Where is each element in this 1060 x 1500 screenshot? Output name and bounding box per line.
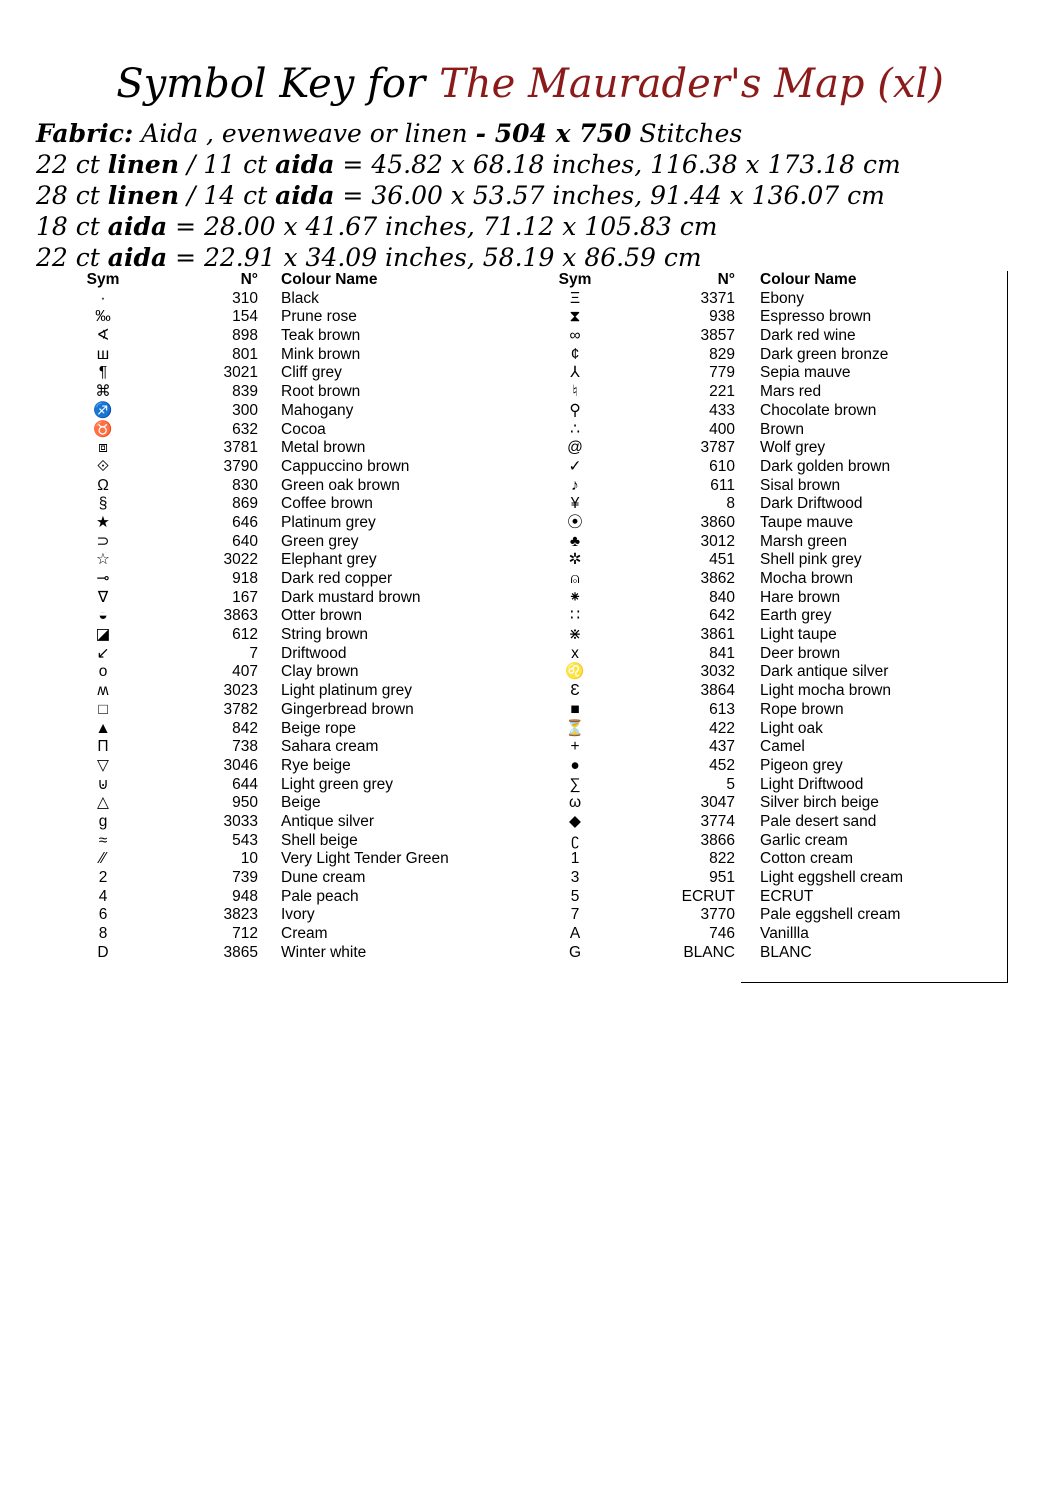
symbol-cell: ★ [96,513,110,531]
table-row [0,607,1060,626]
dmc-number-cell: 3046 [223,756,258,774]
dmc-number-cell: 3790 [223,457,258,475]
dmc-number-cell: 869 [232,495,258,513]
dmc-number-cell: 738 [232,738,258,756]
dmc-number-cell: 310 [232,289,258,307]
table-row [0,402,1060,421]
colour-name-cell: Dune cream [281,869,366,886]
colour-name-cell: Metal brown [281,439,366,457]
colour-name-cell: Chocolate brown [760,401,877,419]
table-header [0,271,1060,290]
table-row [0,682,1060,701]
dmc-number-cell: 3781 [223,439,258,457]
fabric-word: aida [107,212,168,241]
colour-name-cell: Dark antique silver [760,663,889,681]
symbol-cell: ∇ [97,588,109,606]
dmc-number-cell: 642 [709,607,735,625]
table-row [0,458,1060,477]
colour-name-cell: Otter brown [281,607,362,625]
dmc-number-cell: 829 [709,345,735,363]
symbol-cell: □ [98,700,108,718]
table-border-bottom [741,982,1008,983]
colour-name-cell: Light Driftwood [760,775,864,793]
page-title [0,58,1060,110]
dmc-number-cell: 3823 [223,906,258,924]
fabric-label: Fabric: [36,119,134,148]
symbol-cell: @ [567,439,583,457]
dmc-number-cell: 610 [709,457,735,475]
symbol-cell: o [98,663,108,681]
symbol-cell: ¶ [98,364,108,382]
symbol-cell: ♐ [93,401,113,419]
colour-name-cell: Sahara cream [281,738,379,756]
symbol-cell: ⅄ [570,364,580,382]
dmc-number-cell: 779 [709,364,735,382]
dmc-number-cell: 646 [232,513,258,531]
dmc-number-cell: 842 [232,719,258,737]
symbol-cell: ♮ [572,383,578,401]
colour-name-header: Colour Name [281,271,378,288]
symbol-cell: ⧗ [569,308,581,326]
dmc-number-cell: 3770 [700,906,735,924]
symbol-cell: ∷ [570,607,580,625]
colour-name-cell: Wolf grey [760,439,826,457]
count-text: 18 ct [36,212,108,241]
colour-name-cell: BLANC [760,943,812,961]
colour-name-cell: Cream [281,925,328,943]
table-row [0,589,1060,608]
colour-name-cell: Hare brown [760,588,841,606]
table-row [0,327,1060,346]
colour-name-cell: Pale eggshell cream [760,906,901,924]
table-row [0,701,1060,720]
colour-name-cell: Dark green bronze [760,345,889,363]
stitch-count: - 504 x 750 [475,119,632,148]
fabric-info [36,118,1036,273]
colour-name-cell: Light green grey [281,775,394,793]
table-row [0,794,1060,813]
dmc-number-cell: 3047 [700,794,735,812]
dmc-number-cell: 938 [709,308,735,326]
colour-name-cell: Elephant grey [281,551,377,569]
table-row [0,364,1060,383]
dmc-number-cell: 801 [232,345,258,363]
symbol-cell: ▲ [95,719,111,737]
dmc-number-cell: BLANC [683,943,735,961]
dmc-number-cell: 840 [709,588,735,606]
dmc-number-cell: 830 [232,476,258,494]
table-row [0,533,1060,552]
symbol-cell: 8 [98,925,108,943]
dmc-number-cell: 3032 [700,663,735,681]
dmc-number-cell: 400 [709,420,735,438]
colour-name-cell: Mars red [760,383,822,401]
symbol-cell: ↙ [96,644,110,662]
table-row [0,850,1060,869]
dmc-number-cell: 3863 [223,607,258,625]
table-row [0,925,1060,944]
dmc-number-cell: 3862 [700,570,735,587]
dmc-number-cell: 739 [232,869,258,886]
symbol-cell: 6 [98,906,108,924]
dmc-number-cell: 3787 [700,439,735,457]
symbol-cell: ● [570,756,580,774]
table-row [0,346,1060,365]
symbol-cell: ∑ [569,775,581,793]
dmc-number-cell: 948 [232,887,258,905]
table-row [0,869,1060,888]
sym-header: Sym [86,271,120,288]
dmc-number-cell: 746 [709,925,735,943]
symbol-cell: ʗ [571,831,579,849]
table-border-right [1007,271,1008,983]
symbol-cell: △ [97,794,109,812]
symbol-cell: ◒ [98,607,108,625]
symbol-cell: 2 [98,869,108,886]
fabric-word: linen [107,181,180,210]
dmc-number-cell: 452 [709,756,735,774]
colour-name-cell: Garlic cream [760,831,848,849]
dmc-number-cell: 3022 [223,551,258,569]
colour-name-cell: Mink brown [281,345,361,363]
colour-name-cell: Mocha brown [760,570,854,587]
symbol-cell: ■ [570,700,580,718]
table-row [0,477,1060,496]
symbol-cell: ▽ [97,756,109,774]
dmc-number-cell: 154 [232,308,258,326]
colour-name-cell: Cotton cream [760,850,854,868]
dmc-number-cell: 640 [232,532,258,550]
colour-name-cell: Vanillla [760,925,809,943]
colour-name-cell: Teak brown [281,327,361,345]
colour-name-cell: Green oak brown [281,476,400,494]
colour-name-cell: Pigeon grey [760,756,843,774]
colour-name-cell: Clay brown [281,663,359,681]
dmc-number-cell: 3033 [223,812,258,830]
colour-name-cell: Light eggshell cream [760,869,904,886]
colour-name-cell: Shell pink grey [760,551,862,569]
colour-name-cell: ECRUT [760,887,814,905]
colour-name-cell: Taupe mauve [760,513,854,531]
colour-name-cell: Coffee brown [281,495,373,513]
colour-name-cell: Beige rope [281,719,356,737]
colour-name-cell: Cappuccino brown [281,457,410,475]
dmc-number-cell: 8 [726,495,735,513]
colour-name-cell: Antique silver [281,812,375,830]
symbol-cell: ⋇ [568,626,582,644]
symbol-cell: ⊸ [96,570,110,587]
fabric-word: aida [275,181,335,210]
symbol-cell: 1 [570,850,580,868]
table-row [0,832,1060,851]
colour-name-cell: Sisal brown [760,476,841,494]
colour-name-cell: Brown [760,420,804,438]
symbol-key-right [0,271,1060,962]
colour-name-cell: Platinum grey [281,513,376,531]
count-text: 22 ct [36,243,108,272]
symbol-cell: ✲ [568,551,582,569]
dmc-number-cell: 221 [709,383,735,401]
dmc-number-cell: 3860 [700,513,735,531]
colour-name-cell: Ivory [281,906,315,924]
dmc-number-cell: 3021 [223,364,258,382]
symbol-cell: ⚲ [569,401,581,419]
dmc-number-cell: 712 [232,925,258,943]
colour-name-cell: Root brown [281,383,361,401]
symbol-cell: ⊍ [97,775,109,793]
colour-name-cell: Sepia mauve [760,364,851,382]
title-pattern-name: The Maurader's Map (xl) [439,61,944,107]
number-header: N° [717,271,735,288]
symbol-cell: D [97,943,109,961]
table-row [0,383,1060,402]
colour-name-cell: Deer brown [760,644,841,662]
symbol-cell: · [100,289,106,307]
table-row [0,626,1060,645]
symbol-cell: ш [96,345,110,363]
dmc-number-cell: 3864 [700,682,735,700]
symbol-cell: ⌘ [95,383,111,401]
symbol-cell: + [570,738,580,756]
colour-name-cell: String brown [281,626,369,644]
colour-name-cell: Prune rose [281,308,357,326]
size-line [36,211,1036,242]
table-row [0,570,1060,589]
colour-name-cell: Silver birch beige [760,794,879,812]
symbol-cell: 7 [570,906,580,924]
colour-name-cell: Marsh green [760,532,848,550]
symbol-cell: Ξ [569,289,581,307]
table-row [0,290,1060,309]
colour-name-cell: Espresso brown [760,308,872,326]
symbol-cell: ω [568,794,582,812]
dmc-number-cell: 898 [232,327,258,345]
number-header: N° [240,271,258,288]
dmc-number-cell: 3012 [700,532,735,550]
symbol-cell: ☆ [96,551,110,569]
colour-name-cell: Dark golden brown [760,457,891,475]
colour-name-cell: Mahogany [281,401,354,419]
dmc-number-cell: 3865 [223,943,258,961]
symbol-cell: ⟐ [96,457,110,475]
symbol-cell: ♪ [571,476,579,494]
symbol-cell: ⊃ [96,532,110,550]
dmc-number-cell: 3857 [700,327,735,345]
dmc-number-cell: 950 [232,794,258,812]
fabric-types: Aida , evenweave or linen [133,119,476,148]
table-row [0,514,1060,533]
dmc-number-cell: 451 [709,551,735,569]
dmc-number-cell: 433 [709,401,735,419]
symbol-cell: 5 [570,887,580,905]
colour-name-cell: Beige [281,794,321,812]
colour-name-cell: Dark Driftwood [760,495,863,513]
colour-name-cell: Cliff grey [281,364,342,382]
symbol-cell: 4 [98,887,108,905]
symbol-cell: Ɛ [570,682,580,700]
colour-name-cell: Light mocha brown [760,682,891,700]
symbol-cell: A [569,925,581,943]
colour-name-cell: Ebony [760,289,804,307]
dmc-number-cell: 3866 [700,831,735,849]
symbol-cell: Π [97,738,109,756]
colour-name-cell: Dark red wine [760,327,856,345]
colour-name-cell: Driftwood [281,644,347,662]
symbol-cell: Ω [97,476,109,494]
dmc-number-cell: 300 [232,401,258,419]
dmc-number-cell: 167 [232,588,258,606]
symbol-cell: ∞ [569,327,581,345]
symbol-cell: ¥ [570,495,580,513]
count-text: 28 ct [36,181,108,210]
symbol-cell: ◆ [569,812,581,830]
symbol-cell: ⁕ [568,588,582,606]
table-row [0,551,1060,570]
table-row [0,738,1060,757]
colour-name-cell: Light oak [760,719,823,737]
colour-name-header: Colour Name [760,271,857,288]
colour-name-cell: Winter white [281,943,367,961]
colour-name-cell: Light platinum grey [281,682,412,700]
symbol-cell: ◪ [95,626,111,644]
table-row [0,776,1060,795]
colour-name-cell: Rope brown [760,700,844,718]
table-row [0,906,1060,925]
fabric-line [36,118,1036,149]
symbol-cell: ∴ [570,420,580,438]
dmc-number-cell: 3861 [700,626,735,644]
symbol-cell: ⏳ [565,719,585,737]
dmc-number-cell: 612 [232,626,258,644]
symbol-cell: ⁄⁄ [100,850,106,868]
dmc-number-cell: 841 [709,644,735,662]
table-row [0,757,1060,776]
count-text: 22 ct [36,150,108,179]
colour-name-cell: Dark red copper [281,570,393,587]
dmc-number-cell: 422 [709,719,735,737]
symbol-cell: ≈ [98,831,108,849]
dmc-number-cell: 543 [232,831,258,849]
size-text: = 22.91 x 34.09 inches, 58.19 x 86.59 cm [167,243,702,272]
colour-name-cell: Earth grey [760,607,832,625]
size-text: = 45.82 x 68.18 inches, 116.38 x 173.18 cm [334,150,901,179]
size-text: = 28.00 x 41.67 inches, 71.12 x 105.83 cm [167,212,718,241]
symbol-cell: ʍ [97,682,109,700]
dmc-number-cell: 3774 [700,812,735,830]
symbol-cell: g [98,812,108,830]
table-row [0,944,1060,963]
dmc-number-cell: 437 [709,738,735,756]
colour-name-cell: Green grey [281,532,359,550]
symbol-cell: ♉ [93,420,113,438]
table-row [0,645,1060,664]
colour-name-cell: Camel [760,738,805,756]
colour-name-cell: Pale desert sand [760,812,877,830]
table-row [0,439,1060,458]
dmc-number-cell: 632 [232,420,258,438]
count-text: / 11 ct [179,150,276,179]
dmc-number-cell: 10 [240,850,258,868]
table-row [0,813,1060,832]
symbol-cell: ∢ [96,327,110,345]
dmc-number-cell: ECRUT [681,887,735,905]
symbol-cell: ‰ [95,308,111,326]
symbol-cell: ⍝ [570,570,580,587]
colour-name-cell: Dark mustard brown [281,588,421,606]
symbol-cell: ⦿ [567,513,583,531]
dmc-number-cell: 611 [710,476,735,494]
size-line [36,180,1036,211]
dmc-number-cell: 918 [232,570,258,587]
dmc-number-cell: 613 [709,700,735,718]
table-row [0,720,1060,739]
colour-name-cell: Black [281,289,319,307]
table-row [0,421,1060,440]
symbol-cell: ¢ [570,345,580,363]
table-row [0,495,1060,514]
symbol-cell: G [568,943,582,961]
table-row [0,308,1060,327]
symbol-cell: x [571,644,579,662]
size-line [36,149,1036,180]
dmc-number-cell: 7 [249,644,258,662]
colour-name-cell: Light taupe [760,626,837,644]
dmc-number-cell: 407 [232,663,258,681]
symbol-cell: ✓ [568,457,582,475]
colour-name-cell: Cocoa [281,420,326,438]
dmc-number-cell: 3371 [700,289,735,307]
fabric-word: aida [275,150,335,179]
dmc-number-cell: 5 [726,775,735,793]
title-prefix: Symbol Key for [116,61,426,107]
symbol-cell: ♌ [565,663,585,681]
dmc-number-cell: 822 [709,850,735,868]
dmc-number-cell: 3023 [223,682,258,700]
sym-header: Sym [558,271,592,288]
colour-name-cell: Pale peach [281,887,359,905]
symbol-cell: ♣ [569,532,581,550]
stitches-word: Stitches [631,119,743,148]
colour-name-cell: Gingerbread brown [281,700,414,718]
colour-name-cell: Very Light Tender Green [281,850,449,868]
dmc-number-cell: 839 [232,383,258,401]
colour-name-cell: Rye beige [281,756,351,774]
table-row [0,663,1060,682]
fabric-word: linen [107,150,180,179]
size-text: = 36.00 x 53.57 inches, 91.44 x 136.07 cm [334,181,885,210]
dmc-number-cell: 3782 [223,700,258,718]
table-row [0,888,1060,907]
symbol-cell: ⧈ [98,439,108,457]
symbol-cell: 3 [570,869,580,886]
count-text: / 14 ct [179,181,276,210]
colour-name-cell: Shell beige [281,831,358,849]
dmc-number-cell: 951 [709,869,735,886]
fabric-word: aida [107,243,168,272]
symbol-cell: § [98,495,108,513]
size-line [36,242,1036,273]
dmc-number-cell: 644 [232,775,258,793]
